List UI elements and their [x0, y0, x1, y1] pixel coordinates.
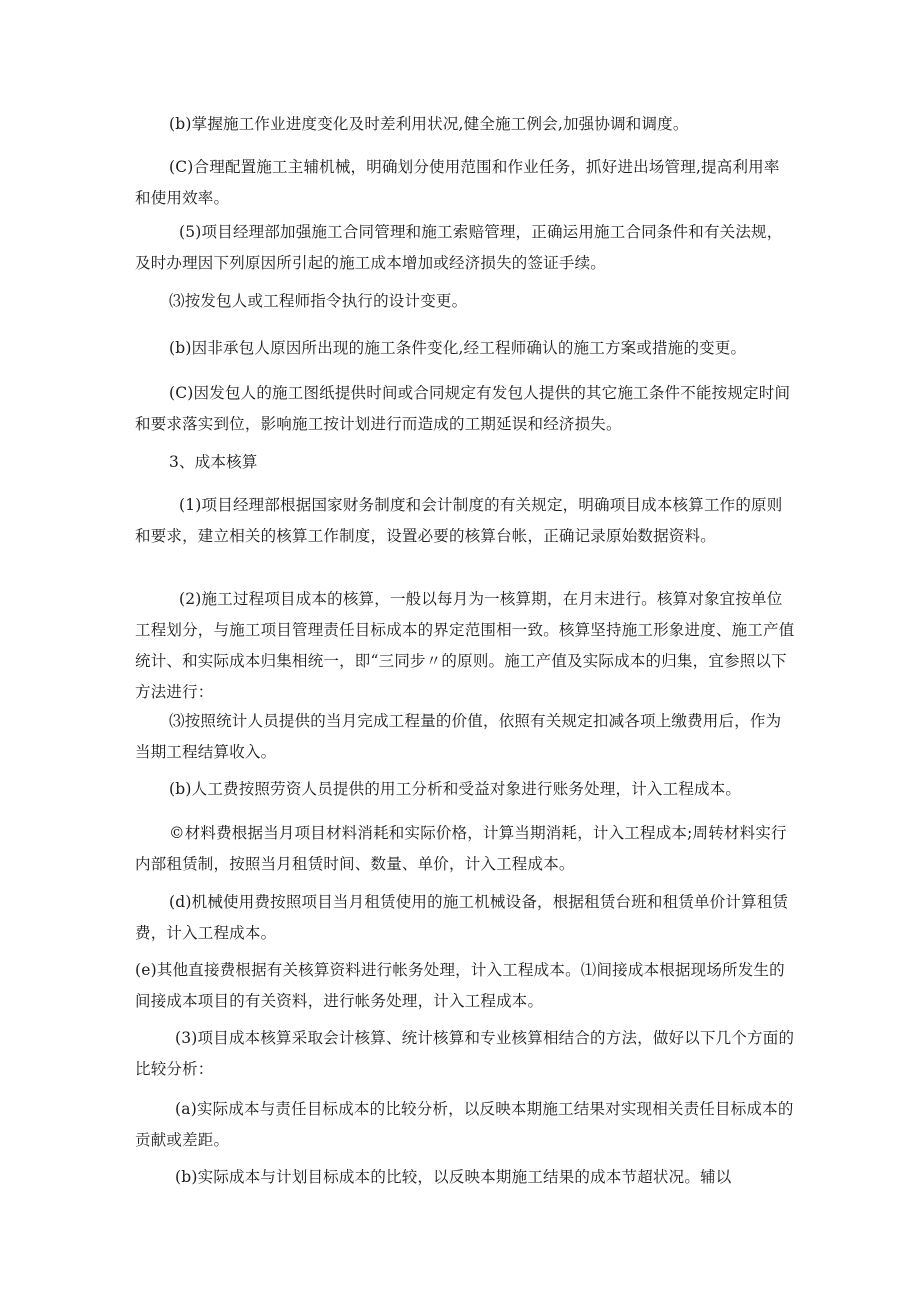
paragraph-a-design-change: ⑶按发包人或工程师指令执行的设计变更。 — [169, 292, 468, 310]
paragraph-b-actual-vs-plan: (b)实际成本与计划目标成本的比较，以反映本期施工结果的成本节超状况。辅以 — [175, 1168, 732, 1186]
paragraph-b-labor: (b)人工费按照劳资人员提供的用工分析和受益对象进行账务处理，计入工程成本。 — [169, 780, 742, 798]
paragraph-b-schedule: (b)掌握施工作业进度变化及时差利用状况,健全施工例会,加强协调和调度。 — [169, 115, 689, 133]
paragraph-2-process-accounting: (2)施工过程项目成本的核算，一般以每月为一核算期，在月末进行。核算对象宜按单位工程划分，与施工项目管理责任目标成本的界定范围相一致。核算坚持施工形象进度、施工产值统计、和实际成本归集相统一，即“三同步〃的原则。施工产值及实际成本的归集，宜参照以下方法进行： — [135, 590, 795, 701]
paragraph-e-other-direct: (e)其他直接费根据有关核算资料进行帐务处理，计入工程成本。⑴间接成本根据现场所发生的间接成本项目的有关资料，进行帐务处理，计入工程成本。 — [135, 961, 785, 1010]
paragraph-d-machinery-cost: (d)机械使用费按照项目当月租赁使用的施工机械设备，根据租赁台班和租赁单价计算租赁费，计入工程成本。 — [135, 893, 789, 942]
paragraph-3-comparison: (3)项目成本核算采取会计核算、统计核算和专业核算相结合的方法，做好以下几个方面的比较分析： — [135, 1029, 795, 1078]
paragraph-c-drawings: (C)因发包人的施工图纸提供时间或合同规定有发包人提供的其它施工条件不能按规定时间和要求落实到位，影响施工按计划进行而造成的工期延误和经济损失。 — [135, 384, 791, 433]
paragraph-b-conditions: (b)因非承包人原因所出现的施工条件变化,经工程师确认的施工方案或措施的变更。 — [169, 339, 747, 357]
paragraph-1-accounting-rules: (1)项目经理部根据国家财务制度和会计制度的有关规定，明确项目成本核算工作的原则和要求，建立相关的核算工作制度，设置必要的核算台帐，正确记录原始数据资料。 — [135, 496, 783, 545]
paragraph-c-machinery: (C)合理配置施工主辅机械，明确划分使用范围和作业任务，抓好进出场管理,提高利用率和使用效率。 — [135, 158, 780, 207]
paragraph-5-contract: (5)项目经理部加强施工合同管理和施工索赔管理，正确运用施工合同条件和有关法规，及时办理因下列原因所引起的施工成本增加或经济损失的签证手续。 — [135, 223, 783, 272]
paragraph-a-revenue: ⑶按照统计人员提供的当月完成工程量的价值，依照有关规定扣减各项上缴费用后，作为当期工程结算收入。 — [135, 712, 782, 761]
paragraph-c-materials: ©材料费根据当月项目材料消耗和实际价格，计算当期消耗，计入工程成本;周转材料实行内部租赁制，按照当月租赁时间、数量、单价，计入工程成本。 — [135, 824, 787, 873]
section-heading-cost-accounting: 3、成本核算 — [169, 453, 258, 471]
paragraph-a-actual-vs-target: (a)实际成本与责任目标成本的比较分析，以反映本期施工结果对实现相关责任目标成本的贡献或差距。 — [135, 1100, 794, 1149]
